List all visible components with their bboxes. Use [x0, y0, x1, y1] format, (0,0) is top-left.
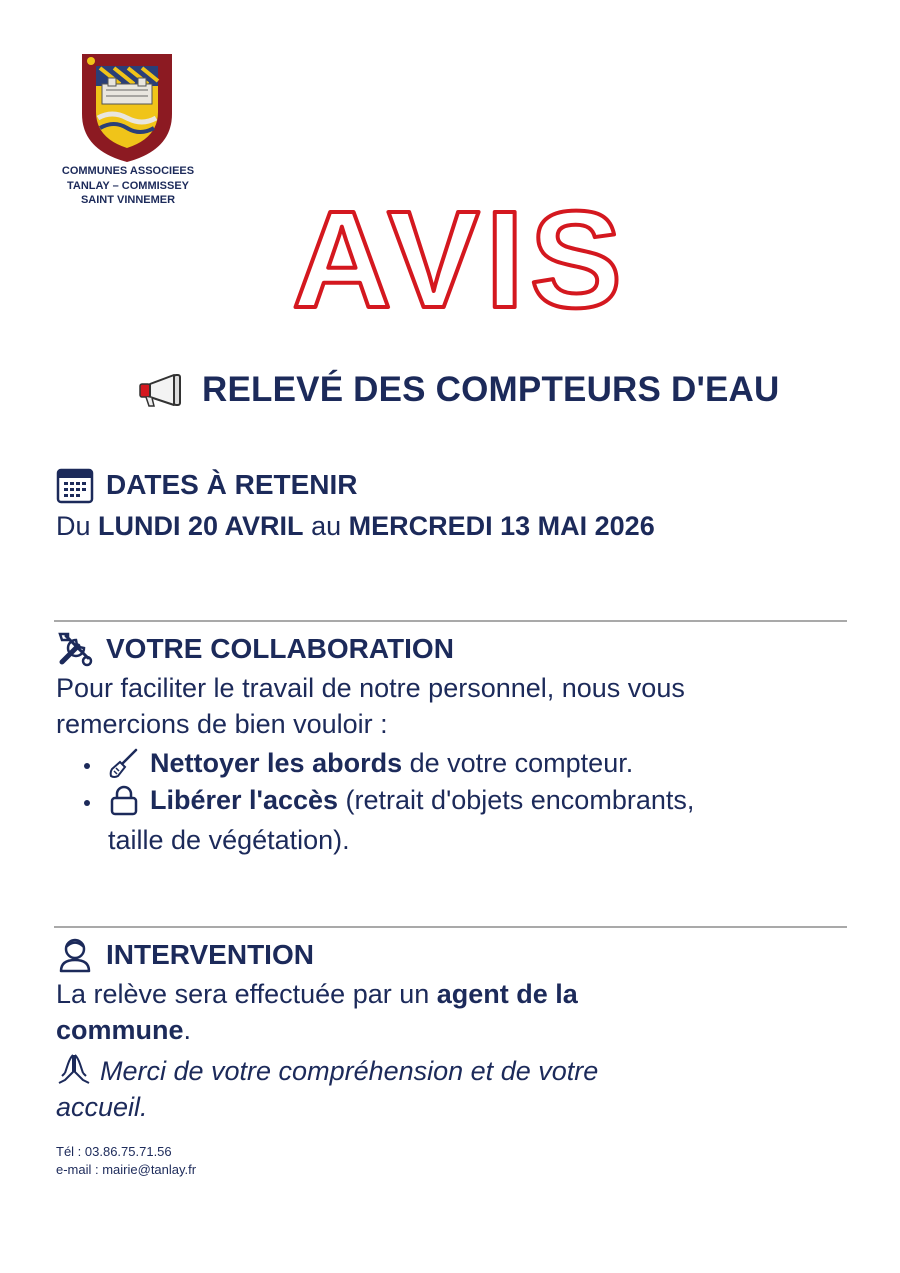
intervention-line-1: [56, 976, 836, 1012]
phone-number: Tél : 03.86.75.71.56: [56, 1144, 172, 1159]
thanks-message: [56, 1052, 836, 1125]
bullet-dot: [84, 763, 90, 769]
list-item-2-text: [150, 782, 694, 818]
email-address: e-mail : mairie@tanlay.fr: [56, 1162, 197, 1177]
org-line-3: SAINT VINNEMER: [80, 194, 176, 206]
coat-of-arms-logo: [80, 52, 174, 164]
collaboration-heading: VOTRE COLLABORATION: [106, 633, 454, 664]
collaboration-intro-line-1: Pour faciliter le travail de notre personnel, nous vous: [56, 673, 685, 703]
megaphone-icon: [138, 372, 186, 408]
start-date: LUNDI 20 AVRIL: [98, 511, 304, 541]
list-item: [84, 782, 694, 818]
person-icon: [56, 936, 94, 974]
list-item: [84, 745, 633, 781]
section-divider: [54, 926, 847, 928]
dates-heading: DATES À RETENIR: [106, 469, 358, 500]
intervention-bold-2: commune: [56, 1015, 184, 1045]
list-item-2-bold: Libérer l'accès: [150, 785, 339, 815]
thanks-line-1-text: Merci de votre compréhension et de votre: [100, 1056, 599, 1086]
dates-range: [56, 508, 655, 544]
thanks-line-1: [56, 1052, 836, 1089]
list-item-2-continuation: taille de végétation).: [108, 825, 350, 855]
calendar-icon: [56, 466, 94, 504]
org-line-2: TANLAY – COMMISSEY: [66, 179, 190, 192]
contact-footer: [56, 1143, 196, 1179]
collaboration-heading-row: [56, 630, 454, 668]
tools-icon: [56, 630, 94, 668]
intervention-prefix: La relève sera effectuée par un: [56, 979, 437, 1009]
list-item-1-text: [150, 745, 633, 781]
avis-heading: [150, 195, 770, 325]
org-line-1: COMMUNES ASSOCIEES: [61, 165, 195, 177]
lock-icon: [108, 784, 140, 816]
avis-text: AVIS: [292, 195, 628, 325]
intervention-text: [56, 976, 836, 1048]
intervention-heading: INTERVENTION: [106, 939, 314, 970]
collaboration-intro: [56, 670, 836, 742]
thanks-line-2: accueil.: [56, 1092, 148, 1122]
intervention-line-2: [56, 1012, 836, 1048]
intervention-heading-row: [56, 936, 314, 974]
list-item-1-rest: de votre compteur.: [402, 748, 634, 778]
praying-hands-icon: [56, 1052, 92, 1086]
intervention-bold-1: agent de la: [436, 979, 578, 1009]
list-item-2-rest: (retrait d'objets encombrants,: [338, 785, 695, 815]
end-date: MERCREDI 13 MAI 2026: [348, 511, 655, 541]
dates-heading-row: [56, 466, 358, 504]
notice-title-row: [138, 365, 838, 415]
brush-icon: [108, 747, 140, 779]
section-divider: [54, 620, 847, 622]
dates-prefix: Du: [56, 511, 99, 541]
list-item-1-bold: Nettoyer les abords: [150, 748, 403, 778]
dates-middle: au: [303, 511, 349, 541]
bullet-dot: [84, 800, 90, 806]
intervention-suffix: .: [183, 1015, 192, 1045]
notice-title: RELEVÉ DES COMPTEURS D'EAU: [202, 370, 780, 409]
collaboration-intro-line-2: remercions de bien vouloir :: [56, 709, 388, 739]
